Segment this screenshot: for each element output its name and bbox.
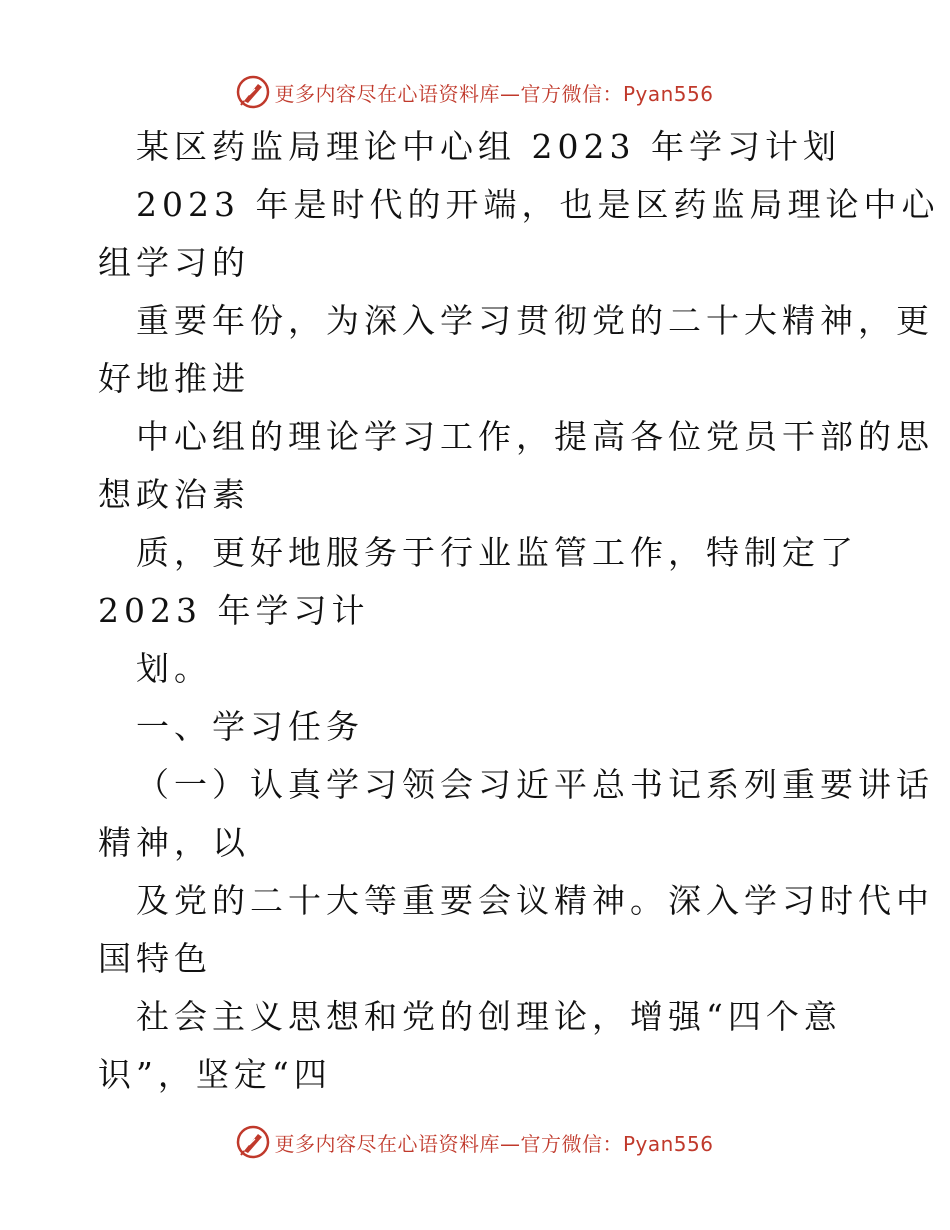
header-watermark-banner xyxy=(0,72,950,112)
pen-feather-logo-icon xyxy=(236,1125,270,1159)
paragraph-line: 精神，以 xyxy=(98,823,250,862)
paragraph-line: 国特色 xyxy=(98,939,212,978)
section-heading: 一、学习任务 xyxy=(136,707,364,746)
paragraph-line: 2023 年学习计 xyxy=(98,591,370,630)
paragraph-line: 质，更好地服务于行业监管工作，特制定了 xyxy=(136,533,858,572)
header-watermark-text: 更多内容尽在心语资料库—官方微信：Pyan556 xyxy=(274,81,714,106)
paragraph-line: 及党的二十大等重要会议精神。深入学习时代中 xyxy=(136,881,934,920)
document-body xyxy=(98,118,940,1104)
paragraph-line: 想政治素 xyxy=(98,475,250,514)
footer-watermark-text: 更多内容尽在心语资料库—官方微信：Pyan556 xyxy=(274,1131,714,1156)
footer-watermark-banner xyxy=(0,1122,950,1162)
paragraph-line: 社会主义思想和党的创理论，增强“四个意 xyxy=(136,997,842,1036)
paragraph-line: 2023 年是时代的开端，也是区药监局理论中心 xyxy=(136,185,940,224)
paragraph-line: 重要年份，为深入学习贯彻党的二十大精神，更 xyxy=(136,301,934,340)
paragraph-line: 组学习的 xyxy=(98,243,250,282)
paragraph-line: 好地推进 xyxy=(98,359,250,398)
paragraph-line: 识”，坚定“四 xyxy=(98,1055,332,1094)
paragraph-line: 划。 xyxy=(136,649,212,688)
pen-feather-logo-icon xyxy=(236,75,270,109)
subsection-heading: （一）认真学习领会习近平总书记系列重要讲话 xyxy=(136,765,934,804)
paragraph-line: 中心组的理论学习工作，提高各位党员干部的思 xyxy=(136,417,934,456)
document-title: 某区药监局理论中心组 2023 年学习计划 xyxy=(136,127,841,166)
